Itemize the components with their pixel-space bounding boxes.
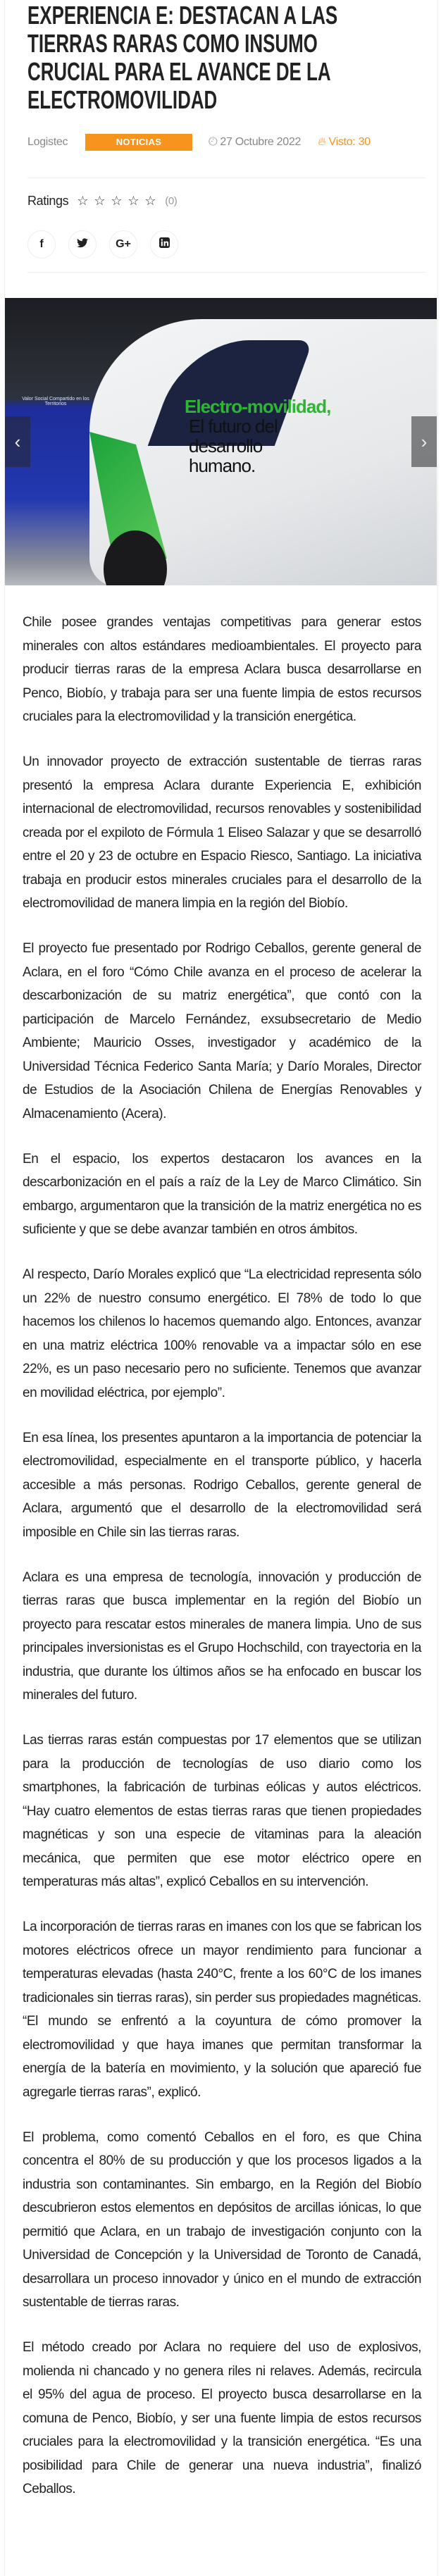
star-icon[interactable]: ☆ xyxy=(144,194,156,208)
car-decal-green: Electro-movilidad, xyxy=(185,396,331,417)
carousel-prev-button[interactable] xyxy=(5,416,30,467)
title-line: CRUCIAL PARA EL AVANCE DE LA xyxy=(27,57,331,86)
fire-icon: 🔥︎ xyxy=(318,136,326,148)
article-body xyxy=(23,611,421,2522)
title-line: TIERRAS RARAS COMO INSUMO xyxy=(27,29,318,58)
booth-sign: Valor Social Compartido en los Territorios xyxy=(22,397,89,406)
category-badge[interactable]: NOTICIAS INDUSTRIA xyxy=(85,134,192,151)
star-icon[interactable]: ☆ xyxy=(111,194,123,208)
google-plus-share-button[interactable] xyxy=(109,230,137,259)
carousel-next-button[interactable] xyxy=(411,416,437,467)
paragraph: Las tierras raras están compuestas por 17 elementos que se utilizan para la producción de tecnologías de uso diario como los smartphones, la fabricación de turbinas eólicas y autos eléctricos. “Hay cuatro elementos de estas tierras raras que tienen propiedades magnéticas y son una especie de vitaminas para la aleación mecánica, que permiten que ese motor eléctrico opere en temperaturas más altas”, explicó Ceballos en su intervención. xyxy=(23,1733,421,1889)
star-rating[interactable] xyxy=(75,194,157,209)
paragraph: Al respecto, Darío Morales explicó que “La electricidad representa sólo un 22% de nuestro consumo energético. El 78% de todo lo que hacemos los chilenos lo hacemos quemando algo. Entonces, avanzar en una matriz eléctrica 100% renovable va a impactar sólo en ese 22%, es un paso necesario pero no suficiente. Tenemos que avanzar en movilidad eléctrica, por ejemplo”. xyxy=(23,1267,421,1400)
ratings-label: Ratings xyxy=(27,194,69,208)
paragraph: Un innovador proyecto de extracción sustentable de tierras raras presentó la empresa Aclara durante Experiencia E, exhibición internacional de electromovilidad, recursos renovables y sostenibilidad creada por el expiloto de Fórmula 1 Eliseo Salazar y que se desarrolló entre el 20 y 23 de octubre en Espacio Riesco, Santiago. La iniciativa trabaja en producir estos minerales cruciales para el desarrollo de la electromovilidad de manera limpia en la región del Biobío. xyxy=(23,754,421,911)
facebook-icon: f xyxy=(39,238,44,250)
publish-date xyxy=(209,136,301,149)
views-text: Visto: 30 xyxy=(328,136,371,148)
paragraph: El proyecto fue presentado por Rodrigo Ceballos, gerente general de Aclara, en el foro “Cómo Chile avanza en el proceso de acelerar la descarbonización de su matriz energética”, que contó con la participación de Marcelo Fernández, exsubsecretario de Medio Ambiente; Mauricio Osses, investigador y académico de la Universidad Técnica Federico Santa María; y Darío Morales, Director de Estudios de la Asociación Chilena de Energías Renovables y Almacenamiento (Acera). xyxy=(23,941,421,1121)
paragraph: Aclara es una empresa de tecnología, innovación y producción de tierras raras que busca implementar en la región del Biobío un proyecto para rescatar estos minerales de manera limpia. Uno de sus principales inversionistas es el Grupo Hochschild, con trayectoria en la industria, que durante los últimos años se ha enfocado en buscar los minerales del futuro. xyxy=(23,1569,421,1703)
car-decal-text xyxy=(185,397,330,475)
article-meta xyxy=(27,134,371,164)
chevron-left-icon: ‹ xyxy=(14,430,21,452)
divider xyxy=(27,272,426,273)
ratings xyxy=(27,194,177,209)
linkedin-share-button[interactable] xyxy=(150,230,178,259)
paragraph: El método creado por Aclara no requiere del uso de explosivos, molienda ni chancado y no genera riles ni relaves. Además, recircula el 95% del agua de proceso. El proyecto busca desarrollarse en la comuna de Penco, Biobío, y ser una fuente limpia de estos recursos cruciales para la electromovilidad y la transición energética. “Es una posibilidad para Chile de generar una nueva industria”, finalizó Ceballos. xyxy=(23,2340,421,2496)
twitter-share-button[interactable] xyxy=(68,230,97,259)
star-icon[interactable]: ☆ xyxy=(128,194,139,208)
car-decal-black: El futuro del desarrollo humano. xyxy=(189,416,278,476)
social-share xyxy=(27,230,178,259)
title-line: ELECTROMOVILIDAD xyxy=(27,85,218,114)
chevron-right-icon: › xyxy=(421,430,428,452)
paragraph: En el espacio, los expertos destacaron los avances en la descarbonización en el país a raíz de la Ley de Marco Climático. Sin embargo, argumentaron que la transición de la matriz energética no es suficiente y que se debe avanzar también en otros ámbitos. xyxy=(23,1151,421,1237)
article-title xyxy=(27,1,428,114)
google-plus-icon: G+ xyxy=(116,238,131,250)
star-icon[interactable]: ☆ xyxy=(94,194,106,208)
title-line: EXPERIENCIA E: DESTACAN A LAS xyxy=(27,1,338,30)
twitter-icon xyxy=(77,238,88,251)
star-icon[interactable]: ☆ xyxy=(77,194,89,208)
facebook-share-button[interactable] xyxy=(27,230,56,259)
view-count xyxy=(318,136,371,149)
author-link[interactable]: Logistec xyxy=(27,136,68,148)
paragraph: El problema, como comentó Ceballos en el foro, es que China concentra el 80% de su producción y que los procesos ligados a la industria son contaminantes. Sin embargo, en la Región del Biobío descubrieron estos elementos en depósitos de arcillas iónicas, lo que permitió que Aclara, en un trabajo de investigación conjunto con la Universidad de Concepción y la Universidad de Toronto de Canadá, desarrollara un proceso innovador y único en el mundo de extracción sustentable de tierras raras. xyxy=(23,2129,421,2310)
clock-icon: 🕘︎ xyxy=(209,136,218,148)
article-image-carousel[interactable] xyxy=(5,298,437,585)
linkedin-icon xyxy=(159,237,170,251)
ratings-count: (0) xyxy=(165,195,178,207)
date-text: 27 Octubre 2022 xyxy=(220,136,302,148)
paragraph: Chile posee grandes ventajas competitivas para generar estos minerales con altos estándares medioambientales. El proyecto para producir tierras raras de la empresa Aclara busca desarrollarse en Penco, Biobío, y trabaja para ser una fuente limpia de estos recursos cruciales para la electromovilidad y la transición energética. xyxy=(23,615,421,724)
paragraph: La incorporación de tierras raras en imanes con los que se fabrican los motores eléctricos ofrece un mayor rendimiento para funcionar a temperaturas elevadas (hasta 240°C, frente a los 60°C de los imanes tradicionales sin tierras raras), sin perder sus propiedades magnéticas. “El mundo se enfrentó a la coyuntura de cómo promover la electromovilidad y que haya imanes que permitan transformar la energía de la batería en movimiento, y la solución que apareció fue agregarle tierras raras”, explicó. xyxy=(23,1919,421,2100)
paragraph: En esa línea, los presentes apuntaron a la importancia de potenciar la electromovilidad, especialmente en el transporte público, y hacerla accesible a más personas. Rodrigo Ceballos, gerente general de Aclara, argumentó que el desarrollo de la electromovilidad será imposible en Chile sin las tierras raras. xyxy=(23,1430,421,1540)
